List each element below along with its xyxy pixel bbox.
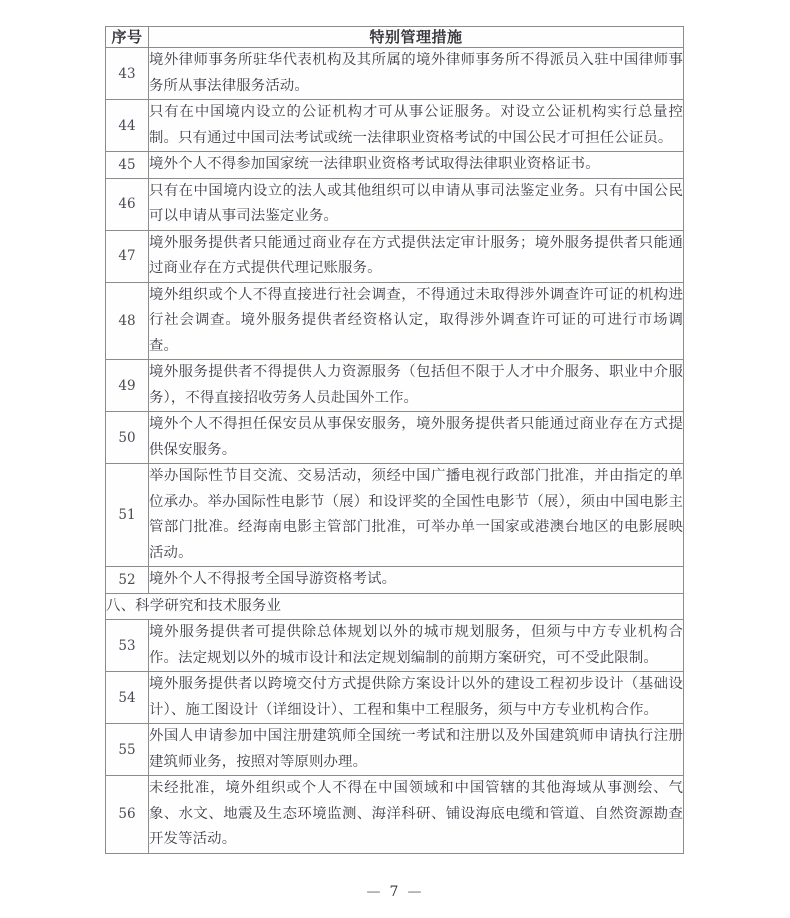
special-management-measures-table (105, 26, 684, 854)
table-header-row (106, 27, 684, 48)
table-row (106, 620, 684, 672)
cell-measure-text: 境外个人不得参加国家统一法律职业资格考试取得法律职业资格证书。 (149, 152, 684, 179)
table-row (106, 360, 684, 412)
cell-serial-number: 43 (106, 48, 149, 100)
cell-measure-text: 只有在中国境内设立的法人或其他组织可以申请从事司法鉴定业务。只有中国公民可以申请从事司法鉴定业务。 (149, 178, 684, 230)
cell-measure-text: 外国人申请参加中国注册建筑师全国统一考试和注册以及外国建筑师申请执行注册建筑师业务，按照对等原则办理。 (149, 724, 684, 776)
table-body (106, 48, 684, 854)
cell-serial-number: 54 (106, 672, 149, 724)
table-row (106, 724, 684, 776)
table-header (106, 27, 684, 48)
cell-measure-text: 境外组织或个人不得直接进行社会调查，不得通过未取得涉外调查许可证的机构进行社会调查。境外服务提供者经资格认定，取得涉外调查许可证的可进行市场调查。 (149, 282, 684, 360)
cell-measure-text: 境外律师事务所驻华代表机构及其所属的境外律师事务所不得派员入驻中国律师事务所从事法律服务活动。 (149, 48, 684, 100)
table-row (106, 100, 684, 152)
cell-measure-text: 未经批准，境外组织或个人不得在中国领域和中国管辖的其他海域从事测绘、气象、水文、地震及生态环境监测、海洋科研、铺设海底电缆和管道、自然资源勘查开发等活动。 (149, 776, 684, 854)
cell-serial-number: 50 (106, 412, 149, 464)
cell-serial-number: 52 (106, 567, 149, 594)
footer-dash-right: — (407, 884, 424, 900)
cell-measure-text: 境外服务提供者只能通过商业存在方式提供法定审计服务；境外服务提供者只能通过商业存在方式提供代理记账服务。 (149, 230, 684, 282)
cell-serial-number: 49 (106, 360, 149, 412)
cell-measure-text: 境外个人不得担任保安员从事保安服务，境外服务提供者只能通过商业存在方式提供保安服务。 (149, 412, 684, 464)
table-row (106, 230, 684, 282)
page-footer (0, 884, 790, 900)
cell-serial-number: 55 (106, 724, 149, 776)
cell-measure-text: 举办国际性节目交流、交易活动，须经中国广播电视行政部门批准，并由指定的单位承办。举办国际性电影节（展）和设评奖的全国性电影节（展），须由中国电影主管部门批准。经海南电影主管部门批准，可举办单一国家或港澳台地区的电影展映活动。 (149, 464, 684, 567)
cell-measure-text: 境外服务提供者以跨境交付方式提供除方案设计以外的建设工程初步设计（基础设计）、施工图设计（详细设计）、工程和集中工程服务，须与中方专业机构合作。 (149, 672, 684, 724)
table-row (106, 776, 684, 854)
table-row (106, 282, 684, 360)
cell-serial-number: 51 (106, 464, 149, 567)
cell-measure-text: 境外服务提供者不得提供人力资源服务（包括但不限于人才中介服务、职业中介服务），不得直接招收劳务人员赴国外工作。 (149, 360, 684, 412)
table-row (106, 464, 684, 567)
cell-measure-text: 境外服务提供者可提供除总体规划以外的城市规划服务，但须与中方专业机构合作。法定规划以外的城市设计和法定规划编制的前期方案研究，可不受此限制。 (149, 620, 684, 672)
cell-serial-number: 56 (106, 776, 149, 854)
footer-dash-left: — (366, 884, 383, 900)
table-row (106, 672, 684, 724)
cell-measure-text: 境外个人不得报考全国导游资格考试。 (149, 567, 684, 594)
column-header-special-management-measure: 特别管理措施 (149, 27, 684, 48)
table-row (106, 412, 684, 464)
table-row (106, 152, 684, 179)
cell-serial-number: 44 (106, 100, 149, 152)
table-row (106, 178, 684, 230)
table-section-header-row (106, 593, 684, 620)
section-heading: 八、科学研究和技术服务业 (106, 593, 684, 620)
table-row (106, 48, 684, 100)
table-row (106, 567, 684, 594)
column-header-serial-number: 序号 (106, 27, 149, 48)
cell-serial-number: 48 (106, 282, 149, 360)
cell-measure-text: 只有在中国境内设立的公证机构才可从事公证服务。对设立公证机构实行总量控制。只有通过中国司法考试或统一法律职业资格考试的中国公民才可担任公证员。 (149, 100, 684, 152)
cell-serial-number: 45 (106, 152, 149, 179)
cell-serial-number: 47 (106, 230, 149, 282)
cell-serial-number: 53 (106, 620, 149, 672)
page-number: 7 (389, 884, 401, 900)
cell-serial-number: 46 (106, 178, 149, 230)
